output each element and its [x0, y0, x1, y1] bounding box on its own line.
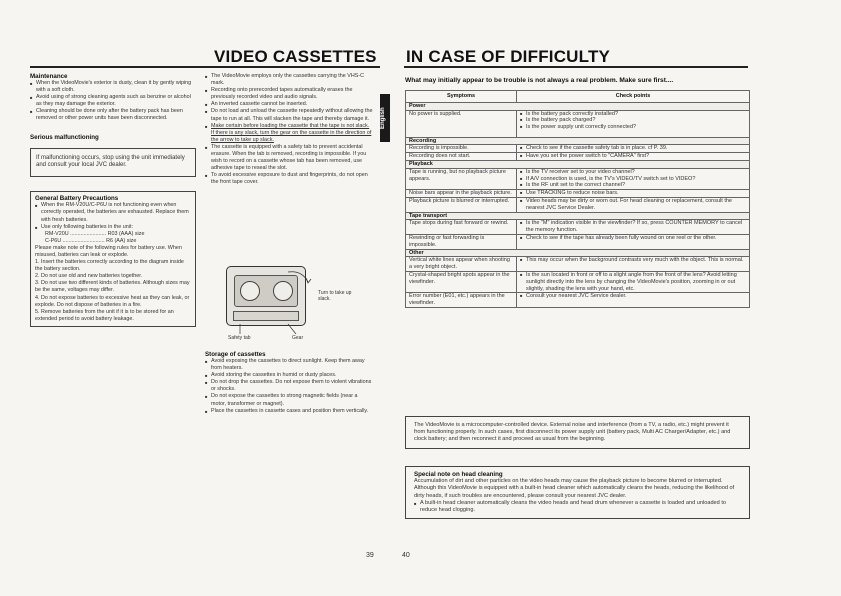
battery-rules — [35, 259, 191, 323]
trouble-table-header — [406, 91, 750, 103]
checks-cell — [517, 153, 750, 161]
head-cleaning-list — [414, 500, 741, 514]
symptom-cell: Playback picture is blurred or interrupted. — [406, 197, 517, 212]
battery-precautions-box — [30, 191, 196, 327]
cassette-note: ■ An inverted cassette cannot be inserted. — [205, 101, 373, 108]
table-row — [406, 190, 750, 198]
maintenance-item: ■ Cleaning should be done only after the battery pack has been removed or other power units have been disconnected. — [30, 108, 196, 122]
cassette-note: ■ Make certain before loading the cassette that the tape is not slack. If there is any slack, turn the gear on the cassette in the direction of the arrow to take up slack. — [205, 123, 373, 144]
check-item: ■ Is the RF unit set to the correct channel? — [520, 182, 746, 189]
check-item: ■ Video heads may be dirty or worn out. For head cleaning or replacement, consult the nearest JVC Service Dealer. — [520, 198, 746, 212]
right-title-rule — [404, 66, 748, 68]
table-row — [406, 271, 750, 292]
storage-list — [205, 358, 373, 415]
section-recording: Recording — [406, 137, 750, 145]
right-page-number: 40 — [402, 552, 410, 559]
storage-item: ■ Do not expose the cassettes to strong magnetic fields (near a motor, transformer or magnet). — [205, 393, 373, 407]
battery-rule: 3. Do not use two different kinds of batteries. Although sizes may be the same, voltages may differ. — [35, 280, 190, 294]
table-row — [406, 110, 750, 137]
check-item: ■ Use TRACKING to reduce noise bars. — [520, 190, 746, 197]
symptom-cell: Noise bars appear in the playback picture. — [406, 190, 517, 198]
battery-rule: 5. Remove batteries from the unit if it is to be stored for an extended period to avoid battery leakage. — [35, 308, 174, 322]
malfunction-box — [30, 148, 196, 178]
check-item: ■ Is the "M" indication visible in the viewfinder? If so, press COUNTER MEMORY to cancel the memory function. — [520, 220, 746, 234]
check-item: ■ Have you set the power switch to "CAMERA" first? — [520, 153, 746, 160]
left-page-title: VIDEO CASSETTES — [214, 47, 377, 66]
microcomputer-note-box — [405, 416, 750, 449]
trouble-table — [405, 90, 750, 308]
left-column-2 — [205, 73, 373, 187]
checks-cell — [517, 257, 750, 272]
section-row — [406, 160, 750, 168]
table-row — [406, 220, 750, 235]
table-row — [406, 153, 750, 161]
section-tape-transport: Tape transport — [406, 212, 750, 220]
battery-rule: 4. Do not expose batteries to excessive heat as they can leak, or explode. Do not dispose of batteries in a fire. — [35, 294, 190, 308]
section-other: Other — [406, 249, 750, 257]
symptom-cell: Tape is running, but no playback picture appears. — [406, 168, 517, 189]
check-item: ■ Check to see if the cassette safety tab is in place. cf P. 39. — [520, 145, 746, 152]
section-row — [406, 249, 750, 257]
symptom-cell: Error number (E01, etc.) appears in the viewfinder. — [406, 293, 517, 308]
safety-tab-label: Safety tab — [228, 335, 251, 341]
checks-cell — [517, 168, 750, 189]
turn-gear-label: Turn to take up slack. — [318, 290, 352, 302]
battery-note: Please make note of the following rules for battery use. When misused, batteries can leak or explode. — [35, 244, 182, 259]
maintenance-item: ■ When the VideoMovie's exterior is dusty, clean it by gently wiping with a soft cloth. — [30, 80, 196, 94]
symptoms-header: Symptoms — [406, 91, 517, 103]
cassette-illustration — [226, 264, 376, 344]
check-item: ■ Is the power supply unit correctly connected? — [520, 124, 746, 131]
symptom-cell: Recording does not start. — [406, 153, 517, 161]
checks-cell — [517, 234, 750, 249]
language-tab: English — [380, 94, 390, 142]
checks-cell — [517, 293, 750, 308]
gear-label: Gear — [292, 335, 304, 341]
symptom-cell: Recording is impossible. — [406, 145, 517, 153]
check-item: ■ Is the sun located in front or off to a slight angle from the front of the lens? Avoid letting sunlight directly into the lens by changing the VideoMovie's position, zooming in or out slightly, shading the lens with your hand, etc. — [520, 272, 746, 292]
table-row — [406, 145, 750, 153]
section-row — [406, 102, 750, 110]
battery-heading: General Battery Precautions — [35, 195, 119, 203]
right-page-title: IN CASE OF DIFFICULTY — [406, 47, 611, 66]
cassette-note: ■ Recording onto prerecorded tapes automatically erases the previously recorded video and audio signals. — [205, 87, 373, 101]
table-row — [406, 257, 750, 272]
left-page-number: 39 — [366, 552, 374, 559]
table-row — [406, 293, 750, 308]
checks-cell — [517, 220, 750, 235]
check-item: ■ Is the battery pack charged? — [520, 117, 746, 124]
checks-cell — [517, 190, 750, 198]
section-power: Power — [406, 102, 750, 110]
storage-item: ■ Do not drop the cassettes. Do not expose them to violent vibrations or shocks. — [205, 379, 373, 393]
checks-cell — [517, 197, 750, 212]
storage-item: ■ Place the cassettes in cassette cases and position them vertically. — [205, 408, 373, 415]
storage-item: ■ Avoid storing the cassettes in humid or dusty places. — [205, 372, 373, 379]
battery-bullets — [35, 202, 191, 230]
maintenance-heading: Maintenance — [30, 73, 68, 80]
check-item: ■ Consult your nearest JVC Service dealer. — [520, 293, 746, 300]
check-item: ■ Is the TV receiver set to your video channel? — [520, 169, 746, 176]
battery-spec-cp: C-P6U ............................ R6 (AA) size — [45, 237, 137, 244]
malfunction-heading: Serious malfunctioning — [30, 133, 99, 141]
cassette-note: ■ The VideoMovie employs only the cassettes carrying the VHS-C mark. — [205, 73, 373, 87]
cassette-note: ■ Do not load and unload the cassette repeatedly without allowing the tape to run at all. This will slacken the tape and thereby damage it. — [205, 108, 373, 122]
check-points-header: Check points — [517, 91, 750, 103]
table-row — [406, 197, 750, 212]
battery-bullet: ■ Use only following batteries in the unit: — [35, 224, 191, 231]
symptom-cell: Vertical white lines appear when shooting a very bright object. — [406, 257, 517, 272]
check-item: ■ Is the battery pack correctly installed? — [520, 111, 746, 118]
malfunction-text: If malfunctioning occurs, stop using the unit immediately and consult your local JVC dealer. — [36, 154, 185, 169]
table-row — [406, 168, 750, 189]
head-cleaning-heading: Special note on head cleaning — [414, 471, 503, 478]
table-row — [406, 234, 750, 249]
section-row — [406, 137, 750, 145]
checks-cell — [517, 110, 750, 137]
cassette-pointer-lines — [226, 264, 376, 344]
left-column-1 — [30, 73, 196, 327]
battery-rule: 1. Insert the batteries correctly according to the diagram inside the battery section. — [35, 259, 184, 273]
right-intro: What may initially appear to be trouble is not always a real problem. Make sure first.... — [405, 77, 674, 84]
cassette-notes — [205, 73, 373, 187]
battery-rule: 2. Do not use old and new batteries together. — [35, 273, 143, 280]
checks-cell — [517, 271, 750, 292]
head-cleaning-box — [405, 466, 750, 519]
checks-cell — [517, 145, 750, 153]
storage-section — [205, 351, 373, 415]
symptom-cell: Tape stops during fast forward or rewind. — [406, 220, 517, 235]
storage-heading: Storage of cassettes — [205, 351, 266, 358]
battery-spec-rm: RM-V20U ........................ R03 (AAA) size — [45, 230, 145, 237]
storage-item: ■ Avoid exposing the cassettes to direct sunlight. Keep them away from heaters. — [205, 358, 373, 372]
section-playback: Playback — [406, 160, 750, 168]
check-item: ■ If A/V connection is used, is the TV's VIDEO/TV switch set to VIDEO? — [520, 176, 746, 183]
head-cleaning-text: Accumulation of dirt and other particles on the video heads may cause the playback picture to become blurred or interrupted. Although this VideoMovie is equipped with a built-in head cleaner which automatically cleans the heads, reducing the likelihood of dirty heads, if such troubles are encountered, please consult your nearest JVC dealer. — [414, 478, 735, 499]
symptom-cell: No power is supplied. — [406, 110, 517, 137]
check-item: ■ This may occur when the background contrasts very much with the object. This is normal. — [520, 257, 746, 264]
cassette-note: ■ To avoid excessive exposure to dust and fingerprints, do not open the front tape cover. — [205, 172, 373, 186]
check-item: ■ Check to see if the tape has already been fully wound on one reel or the other. — [520, 235, 746, 242]
cassette-note: ■ The cassette is equipped with a safety tab to prevent accidental erasure. When the tab is removed, recording is impossible. If you wish to record on a cassette whose tab has been removed, use adhesive tape to reseal the slot. — [205, 144, 373, 172]
section-row — [406, 212, 750, 220]
battery-bullet: ■ When the RM-V20U/C-P6U is not functioning even when correctly operated, the batteries are exhausted. Replace them with fresh batteries. — [35, 202, 191, 223]
left-title-rule — [30, 66, 380, 68]
symptom-cell: Crystal-shaped bright spots appear in the viewfinder. — [406, 271, 517, 292]
maintenance-list — [30, 80, 196, 123]
head-cleaning-item: ■ A built-in head cleaner automatically cleans the video heads and head drum whenever a cassette is loaded and unloaded to reduce head clogging. — [414, 500, 741, 514]
maintenance-item: ■ Avoid using of strong cleaning agents such as benzine or alcohol as they may damage the exterior. — [30, 94, 196, 108]
microcomputer-note-text: The VideoMovie is a microcomputer-controlled device. External noise and interference (from a TV, a radio, etc.) might prevent it from functioning properly. In such cases, first disconnect its power supply unit (battery pack, Multi AC Charger/Adapter, etc.) and clock battery; and then reconnect it and proceed as usual from the beginning. — [414, 422, 731, 443]
symptom-cell: Rewinding or fast forwarding is impossible. — [406, 234, 517, 249]
